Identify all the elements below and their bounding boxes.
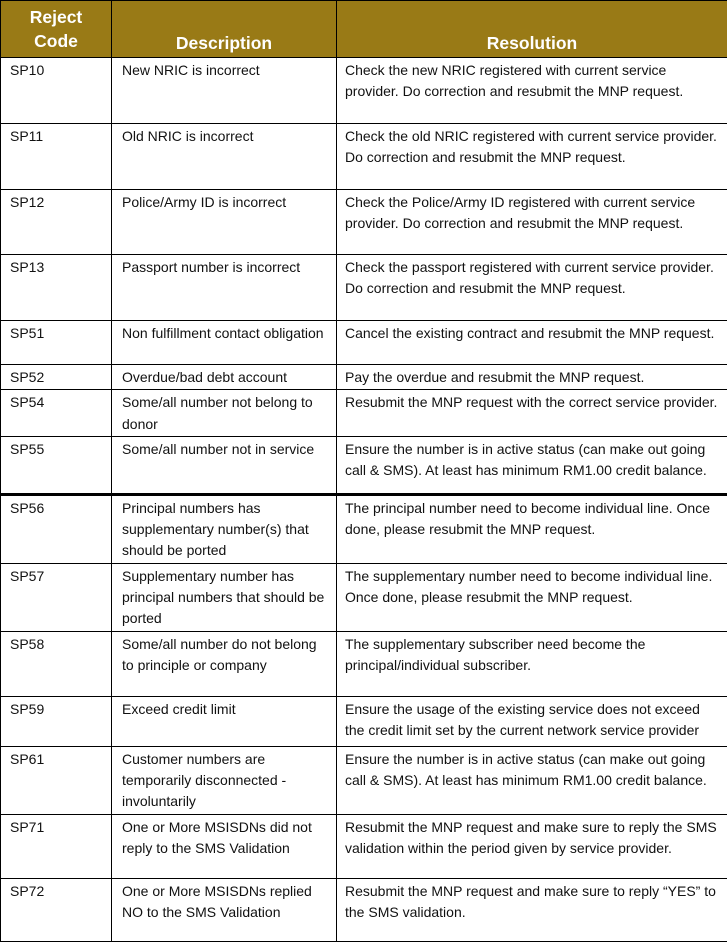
resolution-cell: The supplementary number need to become individual line. Once done, please resubmit the MNP request. xyxy=(337,563,727,631)
reject-code-cell: SP11 xyxy=(1,124,112,190)
resolution-cell: Resubmit the MNP request with the correct service provider. xyxy=(337,390,727,437)
table-row xyxy=(1,746,727,814)
resolution-cell: Ensure the usage of the existing service does not exceed the credit limit set by the current network service provider xyxy=(337,696,727,746)
table-row xyxy=(1,124,727,190)
resolution-cell: Pay the overdue and resubmit the MNP request. xyxy=(337,365,727,390)
reject-code-cell: SP59 xyxy=(1,696,112,746)
reject-code-cell: SP13 xyxy=(1,255,112,321)
table-row xyxy=(1,365,727,390)
table-row xyxy=(1,255,727,321)
description-cell: One or More MSISDNs did not reply to the SMS Validation xyxy=(112,814,337,878)
description-cell: Supplementary number has principal numbers that should be ported xyxy=(112,563,337,631)
header-resolution-label: Resolution xyxy=(337,31,727,57)
reject-code-cell: SP61 xyxy=(1,746,112,814)
reject-code-cell: SP10 xyxy=(1,58,112,124)
reject-code-cell: SP12 xyxy=(1,190,112,255)
description-cell: Exceed credit limit xyxy=(112,696,337,746)
description-cell: Passport number is incorrect xyxy=(112,255,337,321)
reject-code-cell: SP55 xyxy=(1,436,112,494)
table-row xyxy=(1,878,727,941)
table-body xyxy=(1,58,727,942)
reject-code-cell: SP56 xyxy=(1,494,112,563)
description-cell: Old NRIC is incorrect xyxy=(112,124,337,190)
description-cell: Some/all number not belong to donor xyxy=(112,390,337,437)
resolution-cell: Check the old NRIC registered with current service provider. Do correction and resubmit the MNP request. xyxy=(337,124,727,190)
description-cell: One or More MSISDNs replied NO to the SMS Validation xyxy=(112,878,337,941)
resolution-cell: Check the Police/Army ID registered with current service provider. Do correction and resubmit the MNP request. xyxy=(337,190,727,255)
reject-code-cell: SP57 xyxy=(1,563,112,631)
resolution-cell: Ensure the number is in active status (can make out going call & SMS). At least has minimum RM1.00 credit balance. xyxy=(337,746,727,814)
description-cell: Non fulfillment contact obligation xyxy=(112,321,337,365)
reject-code-cell: SP58 xyxy=(1,631,112,696)
table-row xyxy=(1,190,727,255)
description-cell: Overdue/bad debt account xyxy=(112,365,337,390)
table-row xyxy=(1,321,727,365)
table-row xyxy=(1,436,727,494)
reject-code-cell: SP51 xyxy=(1,321,112,365)
resolution-cell: Resubmit the MNP request and make sure to reply the SMS validation within the period given by service provider. xyxy=(337,814,727,878)
reject-code-cell: SP52 xyxy=(1,365,112,390)
table-row xyxy=(1,631,727,696)
header-reject-code xyxy=(1,1,112,58)
description-cell: New NRIC is incorrect xyxy=(112,58,337,124)
header-reject-code-line2: Code xyxy=(1,29,111,53)
description-cell: Police/Army ID is incorrect xyxy=(112,190,337,255)
resolution-cell: Ensure the number is in active status (can make out going call & SMS). At least has minimum RM1.00 credit balance. xyxy=(337,436,727,494)
table-row xyxy=(1,563,727,631)
header-description xyxy=(112,1,337,58)
description-cell: Customer numbers are temporarily disconnected - involuntarily xyxy=(112,746,337,814)
table-row xyxy=(1,390,727,437)
description-cell: Some/all number do not belong to principle or company xyxy=(112,631,337,696)
resolution-cell: Check the passport registered with current service provider. Do correction and resubmit the MNP request. xyxy=(337,255,727,321)
table-row xyxy=(1,494,727,563)
header-row xyxy=(1,1,727,58)
resolution-cell: The supplementary subscriber need become the principal/individual subscriber. xyxy=(337,631,727,696)
description-cell: Principal numbers has supplementary number(s) that should be ported xyxy=(112,494,337,563)
resolution-cell: The principal number need to become individual line. Once done, please resubmit the MNP request. xyxy=(337,494,727,563)
table-header xyxy=(1,1,727,58)
description-cell: Some/all number not in service xyxy=(112,436,337,494)
resolution-cell: Resubmit the MNP request and make sure to reply “YES” to the SMS validation. xyxy=(337,878,727,941)
table-row xyxy=(1,696,727,746)
header-resolution xyxy=(337,1,727,58)
reject-code-cell: SP71 xyxy=(1,814,112,878)
reject-code-cell: SP72 xyxy=(1,878,112,941)
resolution-cell: Cancel the existing contract and resubmit the MNP request. xyxy=(337,321,727,365)
table-row xyxy=(1,814,727,878)
reject-code-cell: SP54 xyxy=(1,390,112,437)
resolution-cell: Check the new NRIC registered with current service provider. Do correction and resubmit the MNP request. xyxy=(337,58,727,124)
header-reject-code-line1: Reject xyxy=(1,5,111,29)
table-row xyxy=(1,58,727,124)
header-description-label: Description xyxy=(112,31,336,57)
